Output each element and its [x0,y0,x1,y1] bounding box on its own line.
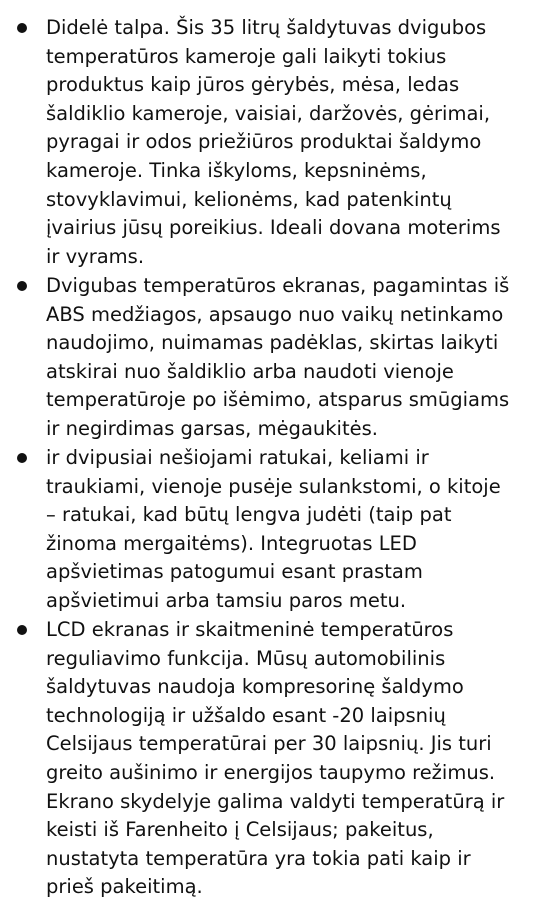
feature-bullet-text: Dvigubas temperatūros ekranas, pagamintas iš ABS medžiagos, apsaugo nuo vaikų netinkamo naudojimo, nuimamas padėklas, skirtas laikyti atskirai nuo šaldiklio arba naudoti vienoje temperatūroje po išėmimo, atsparus smūgiams ir negirdimas garsas, mėgaukitės. [46,274,510,440]
feature-bullet-text: ir dvipusiai nešiojami ratukai, keliami ir traukiami, vienoje pusėje sulankstomi, o kitoje – ratukai, kad būtų lengva judėti (taip pat žinoma mergaitėms). Integruotas LED apšvietimas patogumui esant prastam apšvietimui arba tamsiu paros metu. [46,446,501,612]
bullet-icon [17,453,27,463]
bullet-icon [17,281,27,291]
bullet-icon [17,23,27,33]
feature-bullet-text: Didelė talpa. Šis 35 litrų šaldytuvas dvigubos temperatūros kameroje gali laikyti tokius produktus kaip jūros gėrybės, mėsa, ledas šaldiklio kameroje, vaisiai, daržovės, gėrimai, pyragai ir odos priežiūros produktai šaldymo kameroje. Tinka iškyloms, kepsninėms, stovyklavimui, kelionėms, kad patenkintų įvairius jūsų poreikius. Ideali dovana moterims ir vyrams. [46,16,501,268]
feature-bullet-text: LCD ekranas ir skaitmeninė temperatūros reguliavimo funkcija. Mūsų automobilinis šaldytuvas naudoja kompresorinę šaldymo technologiją ir užšaldo esant -20 laipsnių Celsijaus temperatūrai per 30 laipsnių. Jis turi greito aušinimo ir energijos taupymo režimus. Ekrano skydelyje galima valdyti temperatūrą ir keisti iš Farenheito į Celsijaus; pakeitus, nustatyta temperatūra yra tokia pati kaip ir prieš pakeitimą. [46,618,505,899]
bullet-icon [17,625,27,635]
